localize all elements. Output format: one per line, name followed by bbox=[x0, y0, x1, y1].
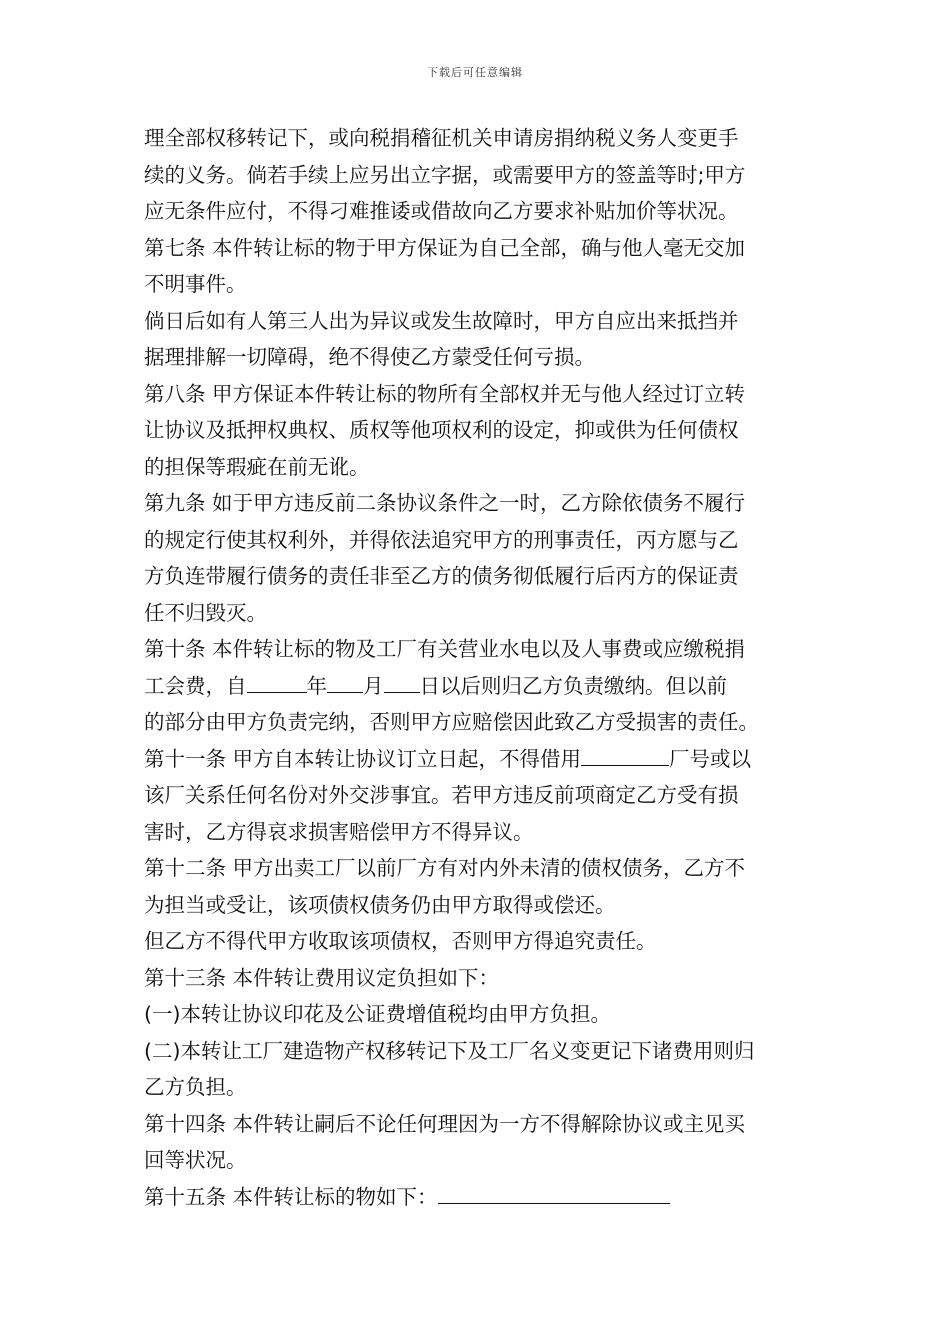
month-blank bbox=[327, 670, 363, 693]
document-body bbox=[144, 120, 819, 1215]
text-line: 不明事件。 bbox=[144, 272, 247, 296]
text-line: 的担保等瑕疵在前无讹。 bbox=[144, 454, 370, 479]
text-line: 的规定行使其权利外，并得依法追究甲方的刑事责任，丙方愿与乙 bbox=[144, 527, 739, 552]
subject-matter-blank bbox=[438, 1181, 670, 1204]
article-12-line: 第十二条 甲方出卖工厂以前厂方有对内外未清的债权债务，乙方不 bbox=[144, 856, 746, 880]
text-segment: 第十五条 本件转让标的物如下： bbox=[144, 1184, 438, 1209]
text-line: 让协议及抵押权典权、质权等他项权利的设定，抑或供为任何债权 bbox=[144, 418, 739, 442]
text-line: 害时，乙方得哀求损害赔偿甲方不得异议。 bbox=[144, 819, 534, 844]
fee-date-line bbox=[144, 668, 819, 705]
day-blank bbox=[384, 670, 420, 693]
article-10-line: 第十条 本件转让标的物及工厂有关营业水电以及人事费或应缴税捐 bbox=[144, 637, 746, 661]
text-segment: 第十一条 甲方自本转让协议订立日起，不得借用 bbox=[144, 746, 582, 771]
article-15-line bbox=[144, 1179, 819, 1216]
text-segment: 工会费，自 bbox=[144, 673, 247, 698]
text-line: 理全部权移转记下，或向税捐稽征机关申请房捐纳税义务人变更手 bbox=[144, 126, 739, 150]
article-11-line bbox=[144, 741, 819, 778]
text-line: 但乙方不得代甲方收取该项债权，否则甲方得追究责任。 bbox=[144, 929, 657, 953]
text-line: 该厂关系任何名份对外交涉事宜。若甲方违反前项商定乙方受有损 bbox=[144, 783, 739, 807]
article-9-line: 第九条 如于甲方违反前二条协议条件之一时，乙方除依债务不履行 bbox=[144, 491, 746, 515]
article-7-line: 第七条 本件转让标的物于甲方保证为自己全部，确与他人毫无交加 bbox=[144, 235, 746, 260]
text-segment: 年 bbox=[306, 673, 327, 698]
year-blank bbox=[247, 670, 307, 693]
text-segment: 日以后则归乙方负责缴纳。但以前 bbox=[419, 673, 727, 698]
text-line: 的部分由甲方负责完纳，否则甲方应赔偿因此致乙方受损害的责任。 bbox=[144, 710, 759, 734]
text-line: 任不归毁灭。 bbox=[144, 600, 267, 625]
article-13-line: 第十三条 本件转让费用议定负担如下： bbox=[144, 965, 500, 990]
text-line: 续的义务。倘若手续上应另出立字据，或需要甲方的签盖等时;甲方 bbox=[144, 162, 746, 187]
text-segment: 厂号或以 bbox=[669, 746, 752, 771]
text-line: 应无条件应付，不得刁难推诿或借故向乙方要求补贴加价等状况。 bbox=[144, 199, 739, 223]
text-line: 倘日后如有人第三人出为异议或发生故障时，甲方自应出来抵挡并 bbox=[144, 308, 739, 333]
page-header: 下载后可任意编辑 bbox=[427, 66, 523, 79]
text-line: 方负连带履行债务的责任非至乙方的债务彻低履行后丙方的保证责 bbox=[144, 564, 739, 588]
factory-name-blank bbox=[581, 743, 669, 766]
text-line: 乙方负担。 bbox=[144, 1075, 247, 1099]
text-line: 为担当或受让，该项债权债务仍由甲方取得或偿还。 bbox=[144, 892, 616, 917]
text-line: (二)本转让工厂建造物产权移转记下及工厂名义变更记下诸费用则归 bbox=[144, 1038, 755, 1063]
text-line: 据理排解一切障碍，绝不得使乙方蒙受任何亏损。 bbox=[144, 345, 595, 369]
text-segment: 月 bbox=[363, 673, 384, 698]
text-line: 回等状况。 bbox=[144, 1148, 247, 1172]
article-14-line: 第十四条 本件转让嗣后不论任何理因为一方不得解除协议或主见买 bbox=[144, 1111, 746, 1136]
article-8-line: 第八条 甲方保证本件转让标的物所有全部权并无与他人经过订立转 bbox=[144, 381, 746, 406]
text-line: (一)本转让协议印花及公证费增值税均由甲方负担。 bbox=[144, 1002, 611, 1026]
